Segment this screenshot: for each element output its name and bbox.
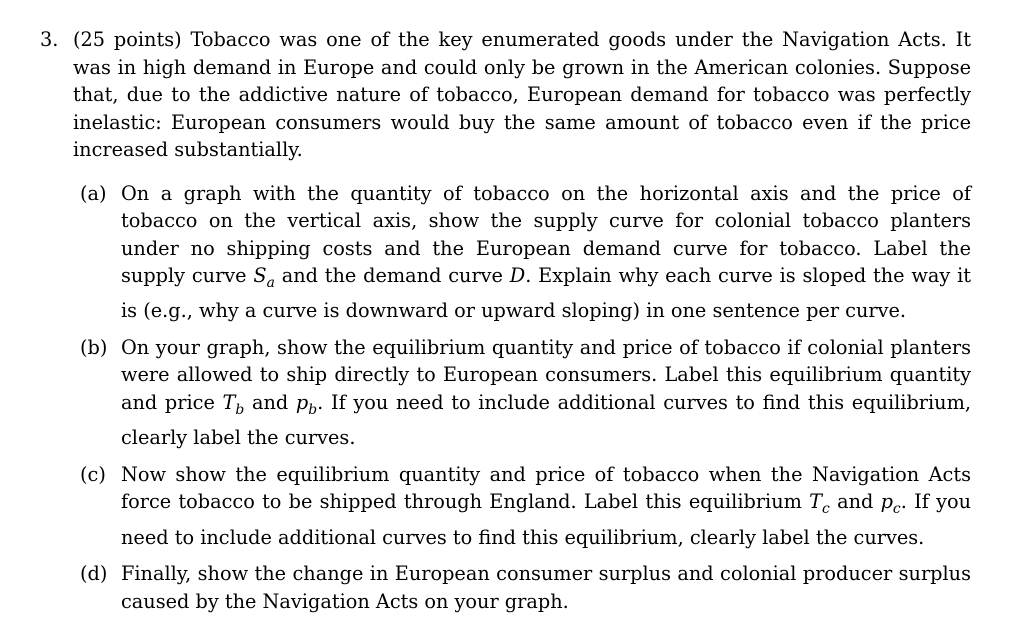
problem-intro: (25 points) Tobacco was one of the key enumerated goods under the Navigation Acts. It was in high demand in Europe and could only be grown in the American colonies. Suppose that, due to the addictive nature of tobacco, European demand for tobacco was perfectly inelastic: European consumers would buy the same amount of tobacco even if the price increased substantially. <box>73 28 971 161</box>
part-b-symbol-quantity-subscript: b <box>235 401 245 418</box>
problem-number: 3. <box>40 28 59 51</box>
part-a-text-1: On a graph with the quantity of tobacco on the horizontal axis and the price of tobacco on the vertical axis, show the supply curve for colonial tobacco planters under no shipping costs and the European demand curve for tobacco. Label the supply curve <box>121 181 971 287</box>
part-c-symbol-quantity-subscript: c <box>822 501 830 518</box>
part-c-text-2: and <box>829 490 881 514</box>
part-c-symbol-price: p <box>880 490 893 514</box>
part-b-text-3: . If you need to include additional curves to find this equilibrium, clearly label the curves. <box>121 390 972 450</box>
part-a-symbol-supply: S <box>253 264 267 287</box>
part-a-text-3: . Explain why each curve is sloped the way it is (e.g., why a curve is downward or upward sloping) in one sentence per curve. <box>121 264 972 323</box>
part-a-label: (a) <box>80 181 107 205</box>
part-b-text-1: On your graph, show the equilibrium quantity and price of tobacco if colonial planters were allowed to ship directly to European consumers. Label this equilibrium quantity and price <box>121 335 971 414</box>
part-a-symbol-supply-subscript: a <box>266 274 275 291</box>
part-b-label: (b) <box>80 335 108 359</box>
part-a <box>0 180 971 325</box>
part-a-symbol-demand: D <box>509 264 526 287</box>
part-b <box>0 334 971 452</box>
part-b-text-2: and <box>244 390 296 414</box>
part-b-symbol-price: p <box>295 390 309 414</box>
part-c-text-3: . If you need to include additional curves to find this equilibrium, clearly label the curves. <box>121 490 971 549</box>
part-a-text-2: and the demand curve <box>274 264 510 287</box>
part-c-label: (c) <box>80 462 106 486</box>
part-c <box>0 461 971 551</box>
problem-parts <box>73 180 971 616</box>
part-d-text-1: Finally, show the change in European consumer surplus and colonial producer surplus caused by the Navigation Acts on your graph. <box>121 562 971 613</box>
problem-3 <box>0 26 971 615</box>
part-d-label: (d) <box>80 562 108 586</box>
part-c-text-1: Now show the equilibrium quantity and price of tobacco when the Navigation Acts force tobacco to be shipped through England. Label this equilibrium <box>121 462 971 514</box>
part-c-symbol-quantity: T <box>809 490 823 514</box>
part-c-symbol-price-subscript: c <box>892 501 901 518</box>
part-b-symbol-price-subscript: b <box>308 401 318 418</box>
part-d <box>0 560 971 615</box>
part-b-symbol-quantity: T <box>222 390 236 414</box>
